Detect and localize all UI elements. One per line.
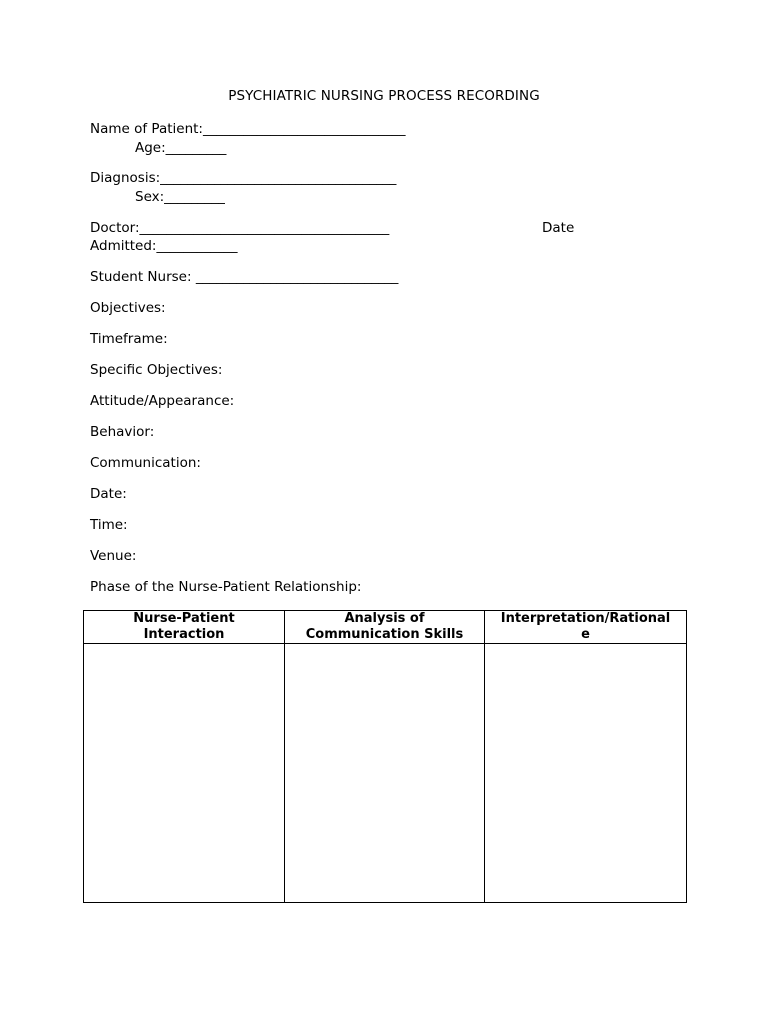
table-row: [84, 644, 687, 903]
age-field: Age:_________: [135, 140, 227, 156]
doctor-field: Doctor:_____________________________________: [90, 220, 390, 236]
header-nurse-patient-interaction: [84, 611, 285, 644]
date-field-label: Date:: [90, 486, 127, 502]
table-header-row: [84, 611, 687, 644]
behavior-label: Behavior:: [90, 424, 155, 440]
timeframe-label: Timeframe:: [90, 331, 168, 347]
admitted-field: Admitted:____________: [90, 238, 238, 254]
header-text-line: Interpretation/Rational: [500, 611, 671, 626]
student-nurse-field: Student Nurse: ______________________________: [90, 269, 399, 285]
header-text-line: Communication Skills: [305, 627, 464, 642]
header-text-line: Nurse-Patient: [133, 611, 235, 626]
phase-label: Phase of the Nurse-Patient Relationship:: [90, 579, 362, 595]
process-recording-table: [83, 610, 687, 903]
page-title: PSYCHIATRIC NURSING PROCESS RECORDING: [228, 88, 540, 104]
venue-label: Venue:: [90, 548, 137, 564]
communication-label: Communication:: [90, 455, 201, 471]
objectives-label: Objectives:: [90, 300, 166, 316]
table-cell-interpretation: [485, 644, 687, 903]
time-label: Time:: [90, 517, 128, 533]
date-label: Date: [542, 220, 575, 236]
table-cell-analysis: [285, 644, 485, 903]
diagnosis-field: Diagnosis:___________________________________: [90, 170, 397, 186]
table-cell-interaction: [84, 644, 285, 903]
header-text-line: Analysis of: [344, 611, 425, 626]
attitude-appearance-label: Attitude/Appearance:: [90, 393, 235, 409]
name-of-patient-field: Name of Patient:______________________________: [90, 121, 406, 137]
header-interpretation-rationale: [485, 611, 687, 644]
header-analysis-of-communication-skills: [285, 611, 485, 644]
header-text-line: e: [581, 627, 590, 642]
header-text-line: Interaction: [143, 627, 225, 642]
specific-objectives-label: Specific Objectives:: [90, 362, 223, 378]
sex-field: Sex:_________: [135, 189, 225, 205]
